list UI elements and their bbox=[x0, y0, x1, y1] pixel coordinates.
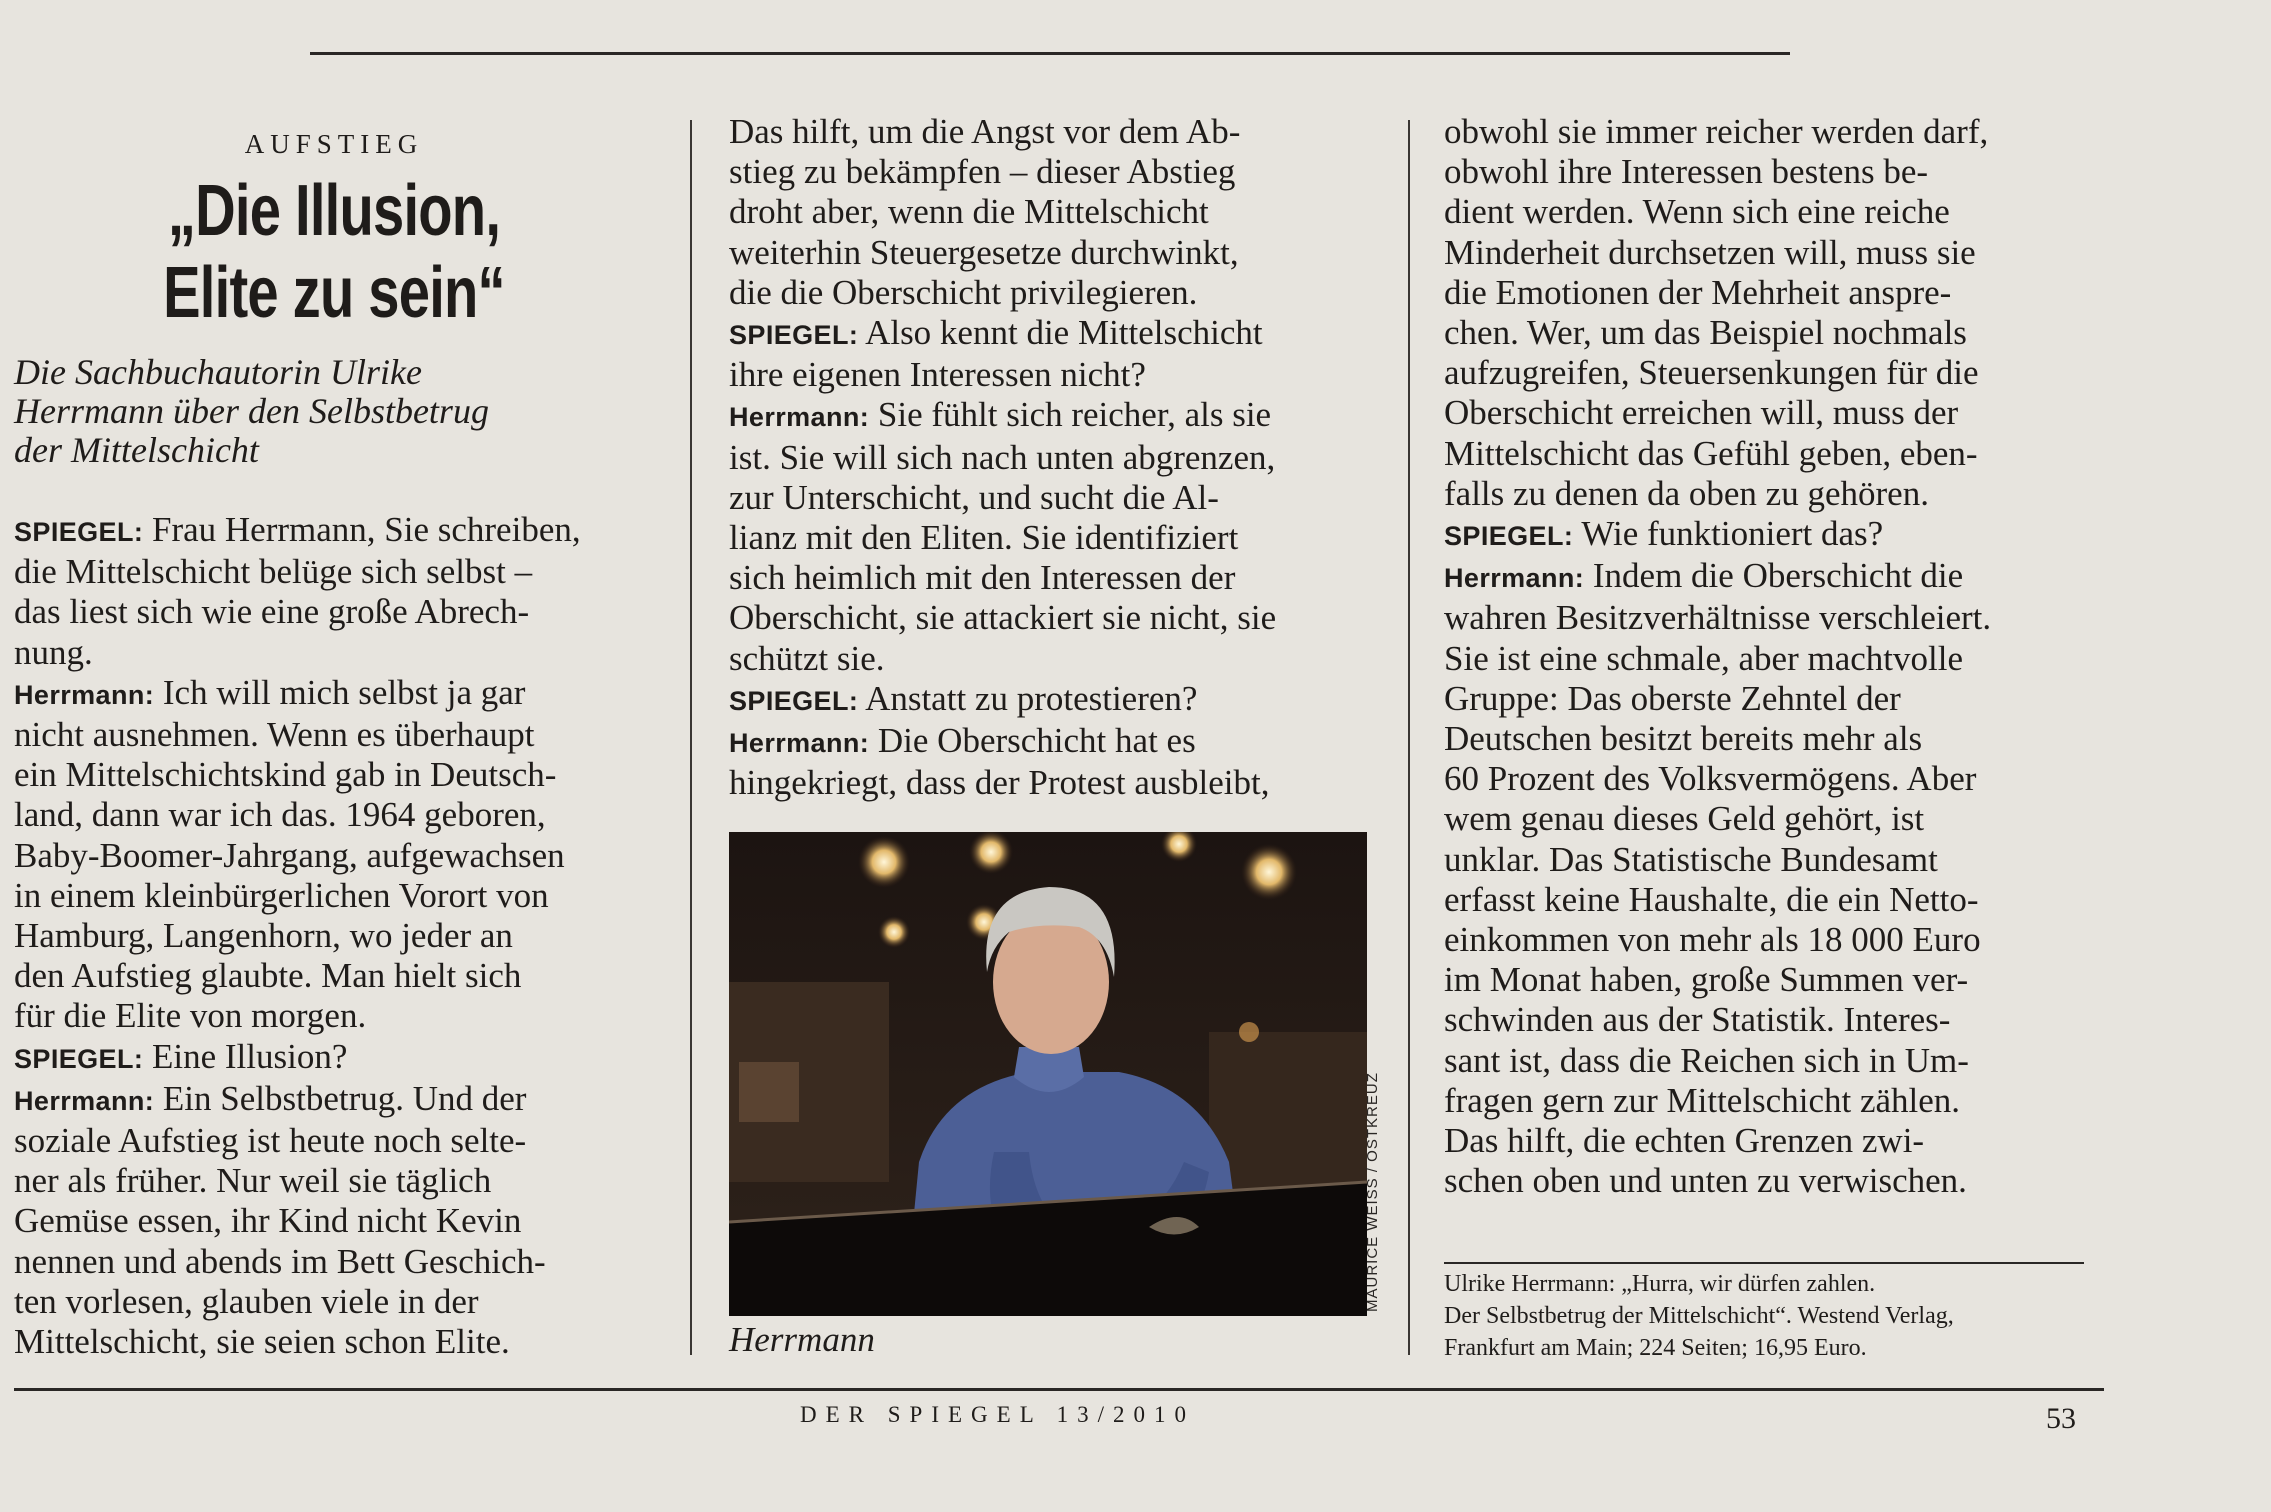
text-line: nung. bbox=[14, 632, 93, 672]
photo-credit: MAURICE WEISS / OSTKREUZ bbox=[1364, 1072, 1381, 1312]
text-line: Ein Selbstbetrug. Und der bbox=[162, 1078, 527, 1118]
deck-line-3: der Mittelschicht bbox=[14, 430, 259, 470]
interview-paragraph bbox=[14, 510, 654, 673]
kicker: AUFSTIEG bbox=[244, 129, 424, 159]
text-line: wahren Besitzverhältnisse verschleiert. bbox=[1444, 598, 1992, 638]
text-line: Minderheit durchsetzen will, muss sie bbox=[1444, 232, 1976, 272]
text-line: soziale Aufstieg ist heute noch selte- bbox=[14, 1121, 527, 1161]
text-line: nicht ausnehmen. Wenn es überhaupt bbox=[14, 715, 535, 755]
text-line: falls zu denen da oben zu gehören. bbox=[1444, 473, 1929, 513]
text-line: in einem kleinbürgerlichen Vorort von bbox=[14, 875, 549, 915]
text-line: Also kennt die Mittelschicht bbox=[865, 313, 1263, 353]
book-reference bbox=[1444, 1268, 2104, 1364]
speaker-label: Herrmann: bbox=[729, 402, 870, 433]
text-line: Oberschicht, sie attackiert sie nicht, sie bbox=[729, 598, 1277, 638]
column-divider-1 bbox=[690, 120, 692, 1355]
column-2 bbox=[729, 112, 1389, 803]
page-number: 53 bbox=[2046, 1402, 2076, 1435]
text-line: 60 Prozent des Volksvermögens. Aber bbox=[1444, 759, 1977, 799]
text-line: ihre eigenen Interessen nicht? bbox=[729, 355, 1146, 395]
text-line: obwohl sie immer reicher werden darf, bbox=[1444, 112, 1989, 151]
text-line: fragen gern zur Mittelschicht zählen. bbox=[1444, 1080, 1961, 1120]
text-line: Oberschicht erreichen will, muss der bbox=[1444, 393, 1959, 433]
text-line: Gemüse essen, ihr Kind nicht Kevin bbox=[14, 1201, 522, 1241]
text-line: sant ist, dass die Reichen sich in Um- bbox=[1444, 1040, 1969, 1080]
text-line: Das hilft, um die Angst vor dem Ab- bbox=[729, 112, 1241, 151]
speaker-label: Herrmann: bbox=[14, 679, 155, 710]
text-line: schen oben und unten zu verwischen. bbox=[1444, 1161, 1967, 1201]
text-line: Frau Herrmann, Sie schreiben, bbox=[151, 510, 581, 549]
deck bbox=[14, 353, 654, 470]
text-line: Anstatt zu protestieren? bbox=[865, 678, 1198, 718]
text-line: schützt sie. bbox=[729, 638, 885, 678]
bottom-rule bbox=[14, 1388, 2104, 1391]
speaker-label: Herrmann: bbox=[729, 728, 870, 759]
text-line: lianz mit den Eliten. Sie identifiziert bbox=[729, 518, 1239, 558]
text-line: die Mittelschicht belüge sich selbst – bbox=[14, 552, 533, 592]
deck-line-2: Herrmann über den Selbstbetrug bbox=[14, 391, 489, 431]
text-line: Mittelschicht, sie seien schon Elite. bbox=[14, 1322, 510, 1362]
interview-paragraph bbox=[729, 313, 1389, 395]
magazine-footer: DER SPIEGEL 13/2010 bbox=[800, 1402, 1196, 1427]
column-divider-2 bbox=[1408, 120, 1410, 1355]
text-line: chen. Wer, um das Beispiel nochmals bbox=[1444, 313, 1967, 353]
interview-paragraph bbox=[14, 1037, 654, 1079]
text-line: Deutschen besitzt bereits mehr als bbox=[1444, 719, 1923, 759]
book-reference-rule bbox=[1444, 1262, 2084, 1264]
text-line: ner als früher. Nur weil sie täglich bbox=[14, 1161, 492, 1201]
photo-caption: Herrmann bbox=[729, 1320, 875, 1359]
speaker-label: SPIEGEL: bbox=[729, 320, 859, 351]
speaker-label: SPIEGEL: bbox=[1444, 521, 1574, 552]
text-line: Hamburg, Langenhorn, wo jeder an bbox=[14, 916, 513, 956]
text-line: Die Oberschicht hat es bbox=[877, 721, 1196, 761]
text-line: zur Unterschicht, und sucht die Al- bbox=[729, 477, 1219, 517]
headline bbox=[84, 170, 583, 334]
interview-paragraph bbox=[1444, 112, 2104, 514]
text-line: für die Elite von morgen. bbox=[14, 996, 367, 1036]
text-line: obwohl ihre Interessen bestens be- bbox=[1444, 152, 1929, 192]
text-line: nennen und abends im Bett Geschich- bbox=[14, 1241, 546, 1281]
text-line: Sie fühlt sich reicher, als sie bbox=[877, 395, 1272, 435]
text-line: unklar. Das Statistische Bundesamt bbox=[1444, 839, 1938, 879]
text-line: einkommen von mehr als 18 000 Euro bbox=[1444, 920, 1981, 960]
text-line: Eine Illusion? bbox=[151, 1036, 348, 1076]
text-line: droht aber, wenn die Mittelschicht bbox=[729, 192, 1209, 232]
interview-paragraph bbox=[1444, 556, 2104, 1201]
text-line: weiterhin Steuergesetze durchwinkt, bbox=[729, 232, 1239, 272]
text-line: das liest sich wie eine große Abrech- bbox=[14, 592, 530, 632]
text-line: sich heimlich mit den Interessen der bbox=[729, 558, 1236, 598]
top-rule bbox=[310, 52, 1790, 55]
text-line: Mittelschicht das Gefühl geben, eben- bbox=[1444, 433, 1978, 473]
text-line: im Monat haben, große Summen ver- bbox=[1444, 960, 1969, 1000]
text-line: die Emotionen der Mehrheit anspre- bbox=[1444, 272, 1952, 312]
text-line: Baby-Boomer-Jahrgang, aufgewachsen bbox=[14, 835, 565, 875]
text-line: land, dann war ich das. 1964 geboren, bbox=[14, 795, 546, 835]
text-line: stieg zu bekämpfen – dieser Abstieg bbox=[729, 152, 1236, 192]
speaker-label: Herrmann: bbox=[14, 1085, 155, 1116]
text-line: Indem die Oberschicht die bbox=[1592, 556, 1964, 596]
book-reference-line-2: Der Selbstbetrug der Mittelschicht“. Westend Verlag, bbox=[1444, 1303, 1954, 1329]
text-line: wem genau dieses Geld gehört, ist bbox=[1444, 799, 1925, 839]
interview-paragraph bbox=[14, 673, 654, 1037]
portrait-photo bbox=[729, 832, 1367, 1316]
portrait-photo-illustration bbox=[729, 832, 1367, 1316]
headline-line-2: Elite zu sein“ bbox=[163, 253, 505, 333]
text-line: Das hilft, die echten Grenzen zwi- bbox=[1444, 1121, 1925, 1161]
column-1-body bbox=[14, 510, 654, 1362]
book-reference-line-1: Ulrike Herrmann: „Hurra, wir dürfen zahlen. bbox=[1444, 1271, 1876, 1297]
book-reference-line-3: Frankfurt am Main; 224 Seiten; 16,95 Euro. bbox=[1444, 1335, 1867, 1361]
text-line: Wie funktioniert das? bbox=[1581, 514, 1884, 554]
deck-line-1: Die Sachbuchautorin Ulrike bbox=[14, 352, 422, 392]
speaker-label: SPIEGEL: bbox=[14, 517, 144, 547]
interview-paragraph bbox=[729, 679, 1389, 721]
speaker-label: Herrmann: bbox=[1444, 563, 1585, 594]
text-line: Sie ist eine schmale, aber machtvolle bbox=[1444, 638, 1963, 678]
text-line: erfasst keine Haushalte, die ein Netto- bbox=[1444, 879, 1979, 919]
text-line: ist. Sie will sich nach unten abgrenzen, bbox=[729, 437, 1276, 477]
headline-line-1: „Die Illusion, bbox=[167, 171, 501, 251]
interview-paragraph bbox=[729, 721, 1389, 803]
text-line: aufzugreifen, Steuersenkungen für die bbox=[1444, 353, 1979, 393]
interview-paragraph bbox=[729, 112, 1389, 313]
text-line: hingekriegt, dass der Protest ausbleibt, bbox=[729, 763, 1270, 803]
text-line: ein Mittelschichtskind gab in Deutsch- bbox=[14, 755, 557, 795]
text-line: die die Oberschicht privilegieren. bbox=[729, 272, 1198, 312]
text-line: schwinden aus der Statistik. Interes- bbox=[1444, 1000, 1951, 1040]
interview-paragraph bbox=[729, 395, 1389, 678]
text-line: Gruppe: Das oberste Zehntel der bbox=[1444, 678, 1901, 718]
interview-paragraph bbox=[14, 1079, 654, 1362]
speaker-label: SPIEGEL: bbox=[14, 1043, 144, 1074]
text-line: dient werden. Wenn sich eine reiche bbox=[1444, 192, 1950, 232]
column-3 bbox=[1444, 112, 2104, 1201]
speaker-label: SPIEGEL: bbox=[729, 685, 859, 716]
text-line: den Aufstieg glaubte. Man hielt sich bbox=[14, 956, 522, 996]
interview-paragraph bbox=[1444, 514, 2104, 556]
text-line: ten vorlesen, glauben viele in der bbox=[14, 1281, 479, 1321]
text-line: Ich will mich selbst ja gar bbox=[162, 672, 526, 712]
